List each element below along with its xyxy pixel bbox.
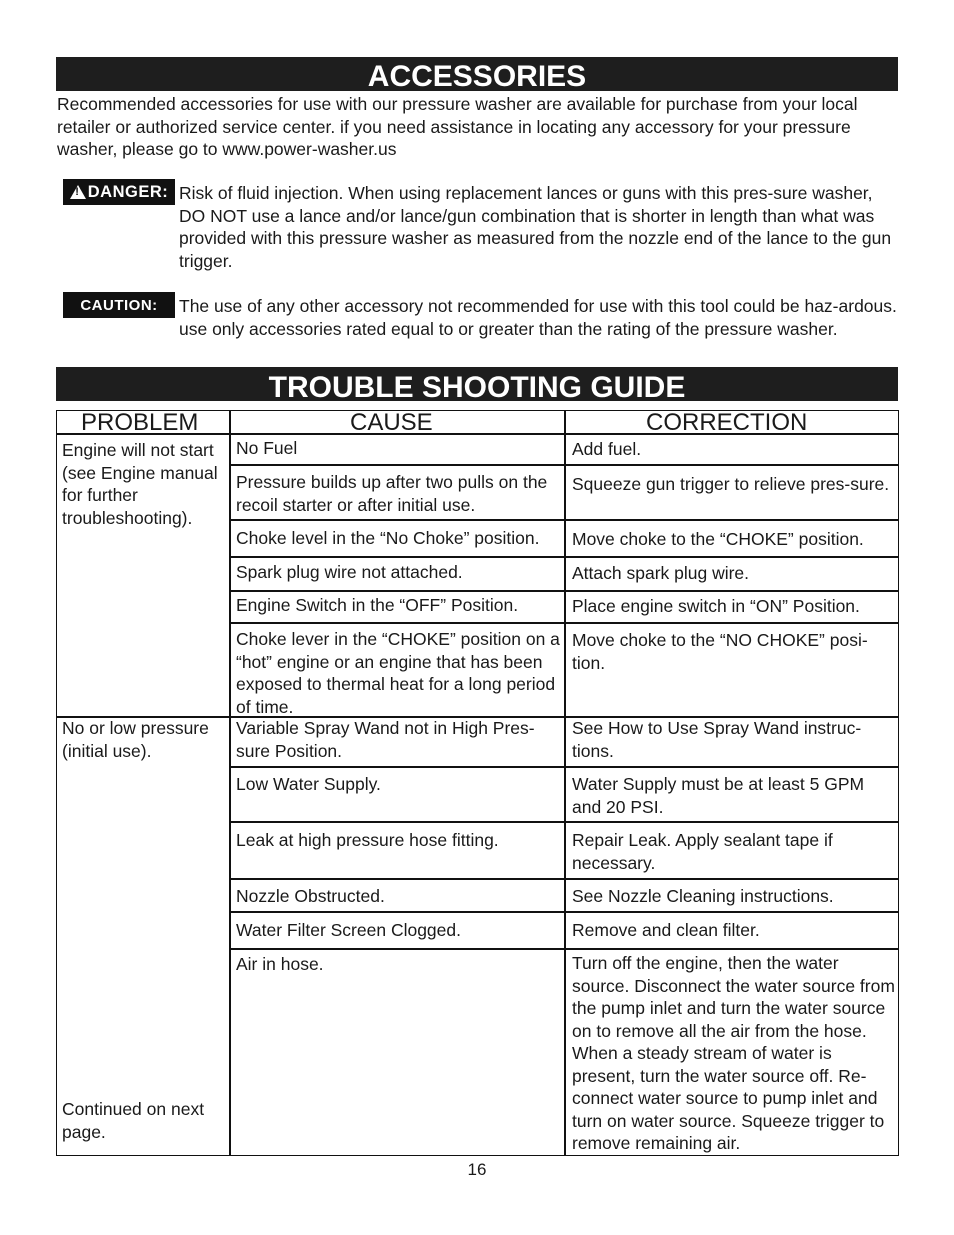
problem-cell: No or low pressure (initial use). bbox=[62, 718, 209, 761]
column-header-correction: CORRECTION bbox=[646, 409, 808, 436]
cause-cell: Low Water Supply. bbox=[236, 774, 381, 794]
cause-cell: Water Filter Screen Clogged. bbox=[236, 920, 461, 940]
correction-cell: Move choke to the “CHOKE” position. bbox=[572, 529, 864, 549]
cause-cell: Air in hose. bbox=[236, 954, 324, 974]
row-divider bbox=[229, 464, 898, 466]
problem-cell: Engine will not start (see Engine manual for further troubleshooting). bbox=[62, 440, 218, 528]
row-divider bbox=[229, 821, 898, 823]
row-divider bbox=[229, 948, 898, 950]
row-divider bbox=[229, 878, 898, 880]
caution-badge bbox=[63, 292, 175, 318]
correction-cell: Add fuel. bbox=[572, 439, 642, 459]
column-divider bbox=[564, 411, 566, 1155]
correction-cell: Turn off the engine, then the water source. Disconnect the water source from the pump inlet and turn the water source on to remove all the air from the hose. When a steady stream of water is present, turn the water source off. Re-connect water source to pump inlet and turn on water source. Squeeze trigger to remove remaining air. bbox=[572, 953, 895, 1153]
cause-cell: Variable Spray Wand not in High Pres-sure Position. bbox=[236, 718, 535, 761]
row-divider bbox=[229, 911, 898, 913]
correction-cell: Repair Leak. Apply sealant tape if necessary. bbox=[572, 830, 833, 873]
cause-cell: Spark plug wire not attached. bbox=[236, 562, 463, 582]
danger-label: DANGER: bbox=[87, 182, 169, 201]
correction-cell: See Nozzle Cleaning instructions. bbox=[572, 886, 834, 906]
caution-text: The use of any other accessory not recommended for use with this tool could be haz-ardous. use only accessories rated equal to or greater than the rating of the pressure washer. bbox=[179, 296, 897, 339]
cause-cell: No Fuel bbox=[236, 438, 298, 458]
accessories-heading: ACCESSORIES bbox=[56, 57, 898, 91]
trouble-shooting-heading: TROUBLE SHOOTING GUIDE bbox=[56, 367, 898, 401]
correction-cell: Attach spark plug wire. bbox=[572, 563, 750, 583]
row-divider bbox=[229, 622, 898, 624]
column-header-cause: CAUSE bbox=[350, 409, 433, 436]
danger-badge bbox=[63, 179, 175, 205]
cause-cell: Nozzle Obstructed. bbox=[236, 886, 385, 906]
correction-cell: Water Supply must be at least 5 GPM and 20 PSI. bbox=[572, 774, 865, 817]
accessories-intro: Recommended accessories for use with our pressure washer are available for purchase from your local retailer or authorized service center. if you need assistance in locating any accessory for your pressure washer, please go to www.power-washer.us bbox=[57, 94, 858, 159]
correction-cell: Place engine switch in “ON” Position. bbox=[572, 596, 860, 616]
warning-triangle-icon bbox=[70, 185, 86, 199]
page-number: 16 bbox=[467, 1160, 487, 1179]
correction-cell: Squeeze gun trigger to relieve pres-sure. bbox=[572, 474, 890, 494]
cause-cell: Leak at high pressure hose fitting. bbox=[236, 830, 499, 850]
column-header-problem: PROBLEM bbox=[81, 409, 199, 436]
row-divider bbox=[229, 519, 898, 521]
correction-cell: Move choke to the “NO CHOKE” posi-tion. bbox=[572, 630, 868, 673]
danger-text: Risk of fluid injection. When using replacement lances or guns with this pres-sure washer, DO NOT use a lance and/or lance/gun combination that is shorter in length than what was provided with this pressure washer as measured from the nozzle end of the lance to the gun trigger. bbox=[179, 183, 892, 271]
row-divider bbox=[229, 556, 898, 558]
correction-cell: Remove and clean filter. bbox=[572, 920, 760, 940]
cause-cell: Engine Switch in the “OFF” Position. bbox=[236, 595, 519, 615]
row-divider bbox=[229, 766, 898, 768]
correction-cell: See How to Use Spray Wand instruc-tions. bbox=[572, 718, 862, 761]
cause-cell: Choke lever in the “CHOKE” position on a “hot” engine or an engine that has been exposed to thermal heat for a long period of time. bbox=[236, 629, 560, 717]
continued-note: Continued on next page. bbox=[62, 1099, 205, 1142]
cause-cell: Choke level in the “No Choke” position. bbox=[236, 528, 540, 548]
row-divider bbox=[229, 590, 898, 592]
cause-cell: Pressure builds up after two pulls on the recoil starter or after initial use. bbox=[236, 472, 548, 515]
column-divider bbox=[229, 411, 231, 1155]
caution-label: CAUTION: bbox=[80, 296, 158, 314]
trouble-shooting-table bbox=[56, 410, 899, 1156]
